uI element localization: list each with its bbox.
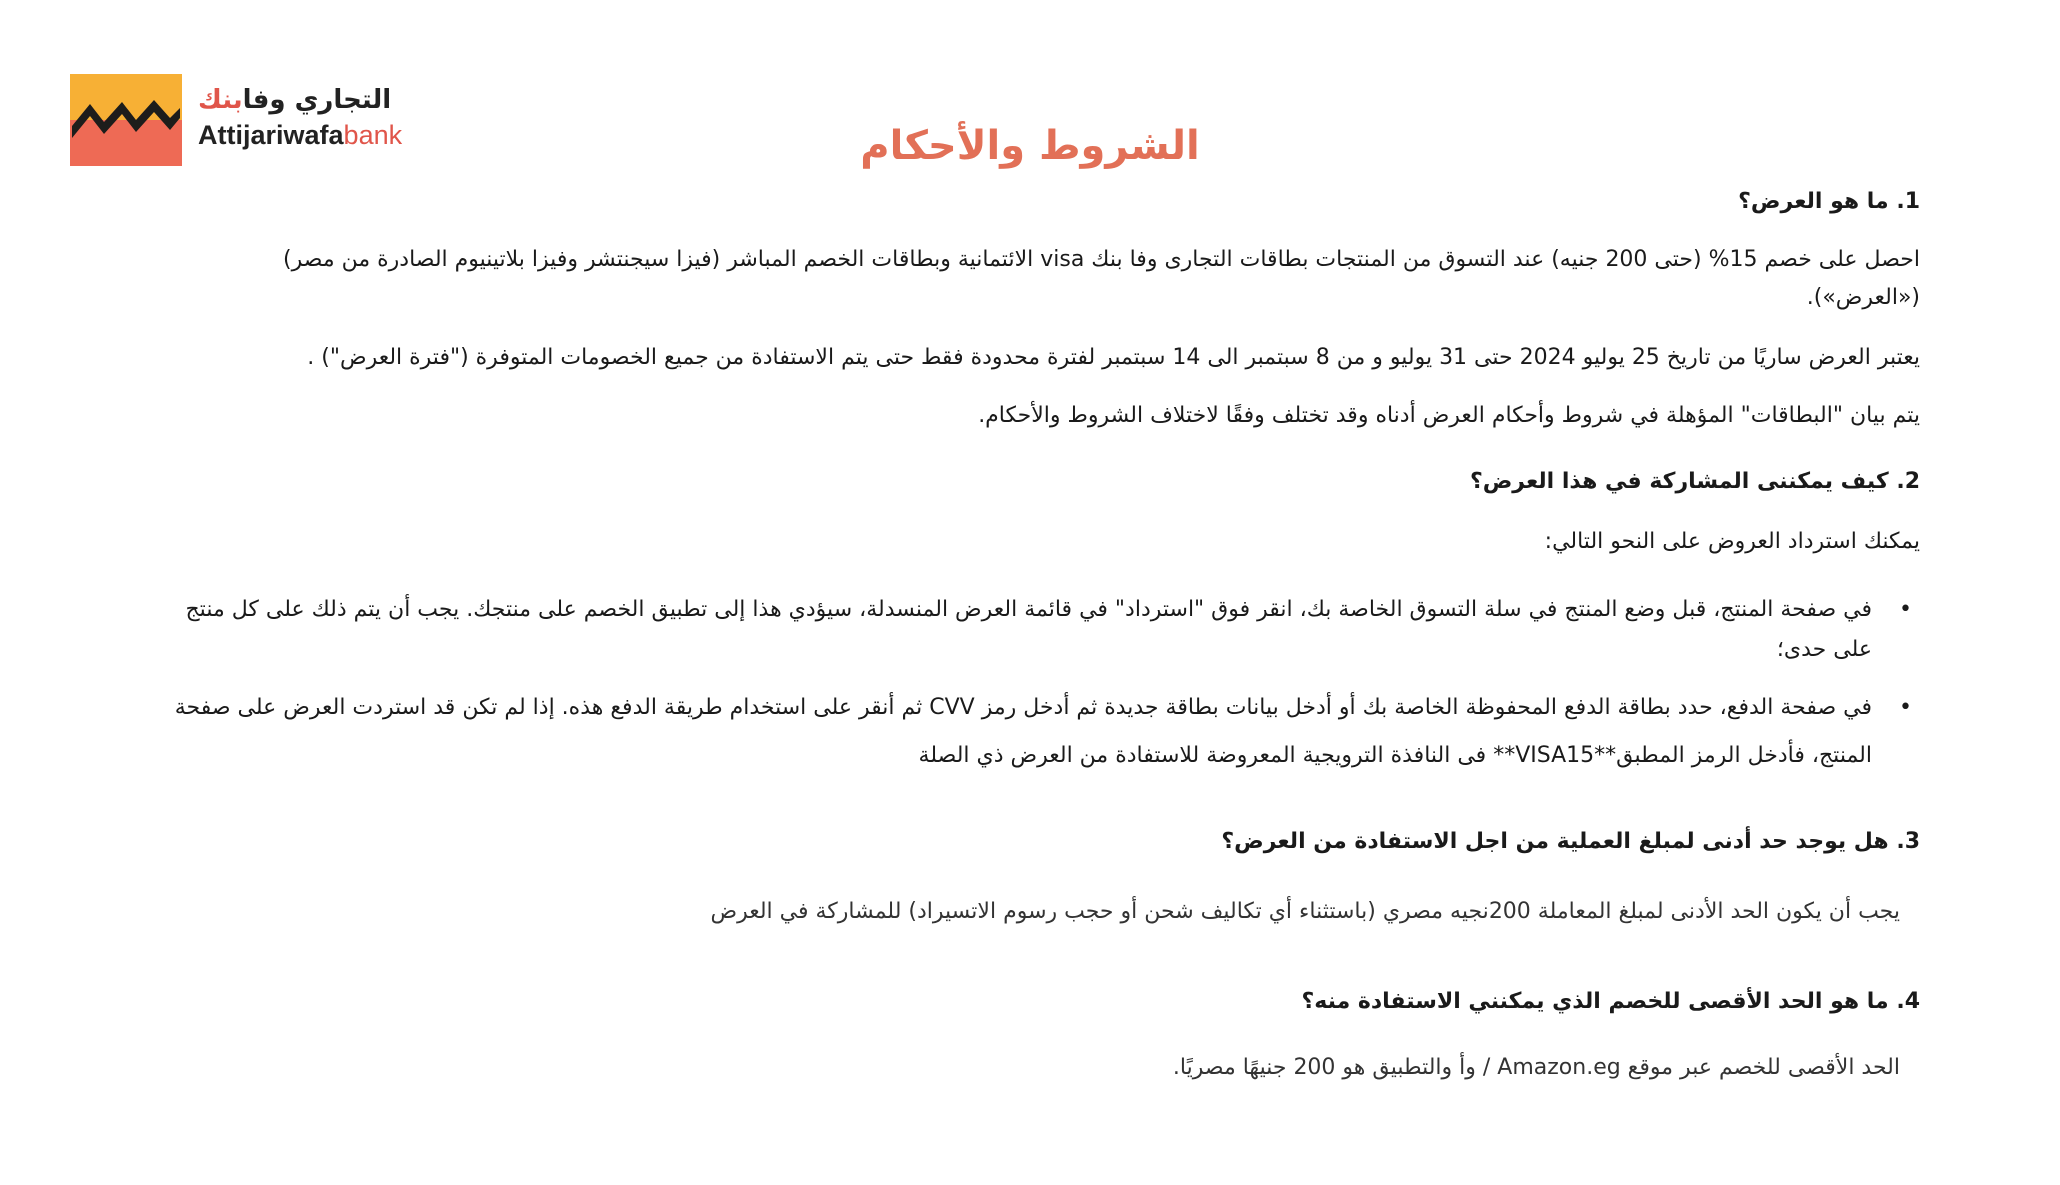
bullet-dot-icon: •: [1899, 597, 1912, 622]
logo-arabic-name: التجاري وفابنك: [198, 85, 392, 115]
section-3-text: يجب أن يكون الحد الأدنى لمبلغ المعاملة 200نجيه مصري (باستثناء أي تكاليف شحن أو حجب رسوم الاتسيراد) للمشاركة في العرض: [710, 899, 1900, 924]
section-2-bullet-2: [162, 684, 1912, 780]
attijariwafa-logo: [70, 74, 403, 166]
section-2-bullet-1: [172, 590, 1912, 670]
section-1-heading: 1. ما هو العرض؟: [1738, 189, 1920, 214]
section-2-bullet-1-text: في صفحة المنتج، قبل وضع المنتج في سلة التسوق الخاصة بك، انقر فوق "استرداد" في قائمة العرض المنسدلة، سيؤدي هذا إلى تطبيق الخصم على منتجك. يجب أن يتم ذلك على كل منتج على حدى؛: [185, 597, 1872, 662]
page-title: الشروط والأحكام: [860, 123, 1200, 169]
section-1-paragraph-3: يتم بيان "البطاقات" المؤهلة في شروط وأحكام العرض أدناه وقد تختلف وفقًا لاختلاف الشروط والأحكام.: [978, 403, 1920, 428]
logo-english-name: Attijariwafabank: [198, 120, 403, 150]
attijariwafa-logo-mark-icon: [70, 74, 182, 166]
bullet-dot-icon: •: [1899, 695, 1912, 720]
section-1-paragraph-1-line-1: احصل على خصم 15% (حتى 200 جنيه) عند التسوق من المنتجات بطاقات التجارى وفا بنك visa الائتمانية وبطاقات الخصم المباشر (فيزا سيجنتشر وفيزا بلاتينيوم الصادرة من مصر): [283, 247, 1920, 272]
section-1-paragraph-2: يعتبر العرض ساريًا من تاريخ 25 يوليو 2024 حتى 31 يوليو و من 8 سبتمبر الى 14 سبتمبر لفترة محدودة فقط حتى يتم الاستفادة من جميع الخصومات المتوفرة ("فترة العرض") .: [307, 345, 1920, 370]
section-2-heading: 2. كيف يمكننى المشاركة في هذا العرض؟: [1469, 469, 1920, 494]
section-4-text: الحد الأقصى للخصم عبر موقع Amazon.eg / وأ والتطبيق هو 200 جنيهًا مصريًا.: [1172, 1055, 1900, 1080]
section-4-heading: 4. ما هو الحد الأقصى للخصم الذي يمكنني الاستفادة منه؟: [1301, 989, 1920, 1014]
section-1-paragraph-1-line-2: («العرض»).: [1806, 285, 1920, 310]
section-2-bullet-2-text: في صفحة الدفع، حدد بطاقة الدفع المحفوظة الخاصة بك أو أدخل بيانات بطاقة جديدة ثم أدخل رمز CVV ثم أنقر على استخدام طريقة الدفع هذه. إذا لم تكن قد استردت العرض على صفحة المنتج، فأدخل الرمز المطبق**VISA15** فى النافذة الترويجية المعروضة للاستفادة من العرض ذي الصلة: [174, 695, 1872, 768]
section-3-heading: 3. هل يوجد حد أدنى لمبلغ العملية من اجل الاستفادة من العرض؟: [1221, 829, 1920, 854]
section-2-intro: يمكنك استرداد العروض على النحو التالي:: [1544, 529, 1920, 554]
